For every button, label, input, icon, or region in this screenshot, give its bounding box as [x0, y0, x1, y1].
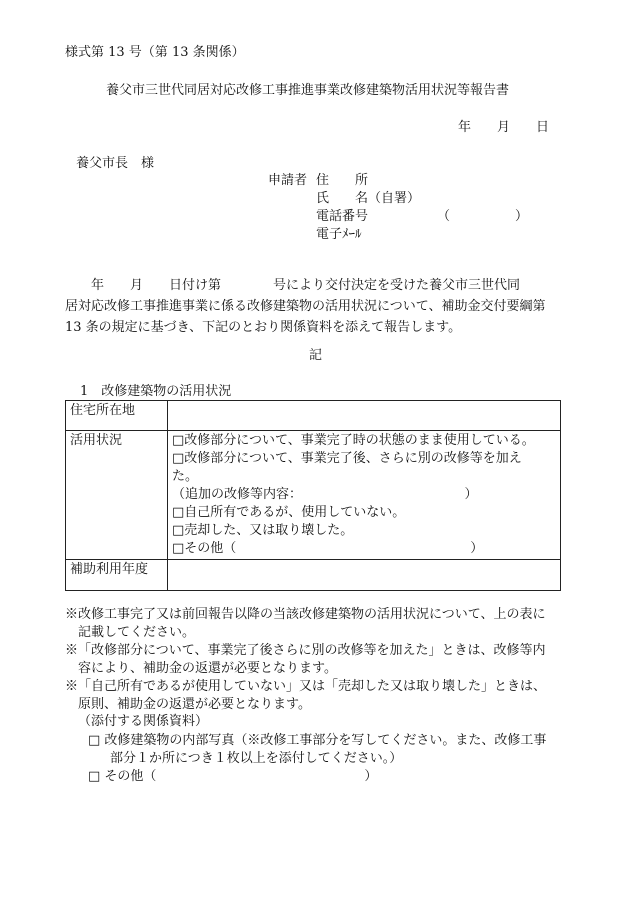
date-line: 年 月 日: [458, 120, 550, 135]
status-option-continuation: た。: [172, 469, 199, 484]
section1-title: 1 改修建築物の活用状況: [80, 384, 232, 399]
status-option[interactable]: □売却した、又は取り壊した。: [172, 523, 354, 538]
attachment-photo-note: 部分１か所につき１枚以上を添付してください。）: [110, 751, 403, 766]
attachment-other-checkbox[interactable]: □ その他（ ）: [88, 769, 378, 784]
note: [65, 606, 575, 642]
ki-heading: 記: [309, 348, 323, 363]
status-cell-label: 活用状況: [66, 431, 168, 560]
year-cell-label: 補助利用年度: [66, 560, 168, 591]
name-label: 氏 名（自署）: [316, 191, 421, 206]
body-line: 居対応改修工事推進事業に係る改修建築物の活用状況について、補助金交付要綱第: [65, 299, 546, 314]
status-option[interactable]: □改修部分について、事業完了時の状態のまま使用している。: [172, 433, 535, 448]
attachment-photo-checkbox[interactable]: □ 改修建築物の内部写真（※改修工事部分を写してください。また、改修工事: [88, 733, 547, 748]
address-cell-value[interactable]: [168, 401, 561, 431]
report-body: [65, 275, 570, 338]
usage-status-table: [65, 400, 561, 591]
note-text: ※「改修部分について、事業完了後さらに別の改修等を加えた」ときは、改修等内: [65, 643, 546, 658]
email-label: 電子ﾒｰﾙ: [316, 227, 362, 242]
phone-label: 電話番号: [316, 209, 369, 224]
body-line: 13 条の規定に基づき、下記のとおり関係資料を添えて報告します。: [65, 320, 462, 335]
note-text: ※「自己所有であるが使用していない」又は「売却した又は取り壊した」ときは、: [65, 679, 547, 694]
note-text: 記載してください。: [78, 625, 196, 640]
status-option[interactable]: □その他（ ）: [172, 541, 484, 556]
applicant-label: 申請者: [268, 173, 308, 188]
attachments-heading: （添付する関係資料）: [78, 714, 209, 729]
status-option[interactable]: □自己所有であるが、使用していない。: [172, 505, 406, 520]
note-text: 容により、補助金の返還が必要となります。: [78, 661, 337, 676]
additional-work-detail[interactable]: （追加の改修等内容： ）: [172, 487, 478, 502]
address-label: 住 所: [316, 173, 369, 188]
note: [65, 678, 575, 714]
page-title: 養父市三世代同居対応改修工事推進事業改修建築物活用状況等報告書: [106, 83, 510, 98]
form-number: 様式第 13 号（第 13 条関係）: [65, 45, 245, 60]
status-option[interactable]: □改修部分について、事業完了後、さらに別の改修等を加え: [172, 451, 522, 466]
note: [65, 642, 575, 678]
address-cell-label: 住宅所在地: [66, 401, 168, 431]
note-text: 原則、補助金の返還が必要となります。: [78, 697, 311, 712]
addressee: 養父市長 様: [76, 156, 155, 171]
phone-parens: （ ）: [437, 209, 529, 224]
notes: [65, 606, 575, 714]
body-line: 年 月 日付け第 号により交付決定を受けた養父市三世代同: [65, 278, 521, 293]
year-cell-value[interactable]: [168, 560, 561, 591]
note-text: ※改修工事完了又は前回報告以降の当該改修建築物の活用状況について、上の表に: [65, 607, 546, 622]
status-cell-options: [168, 431, 561, 560]
